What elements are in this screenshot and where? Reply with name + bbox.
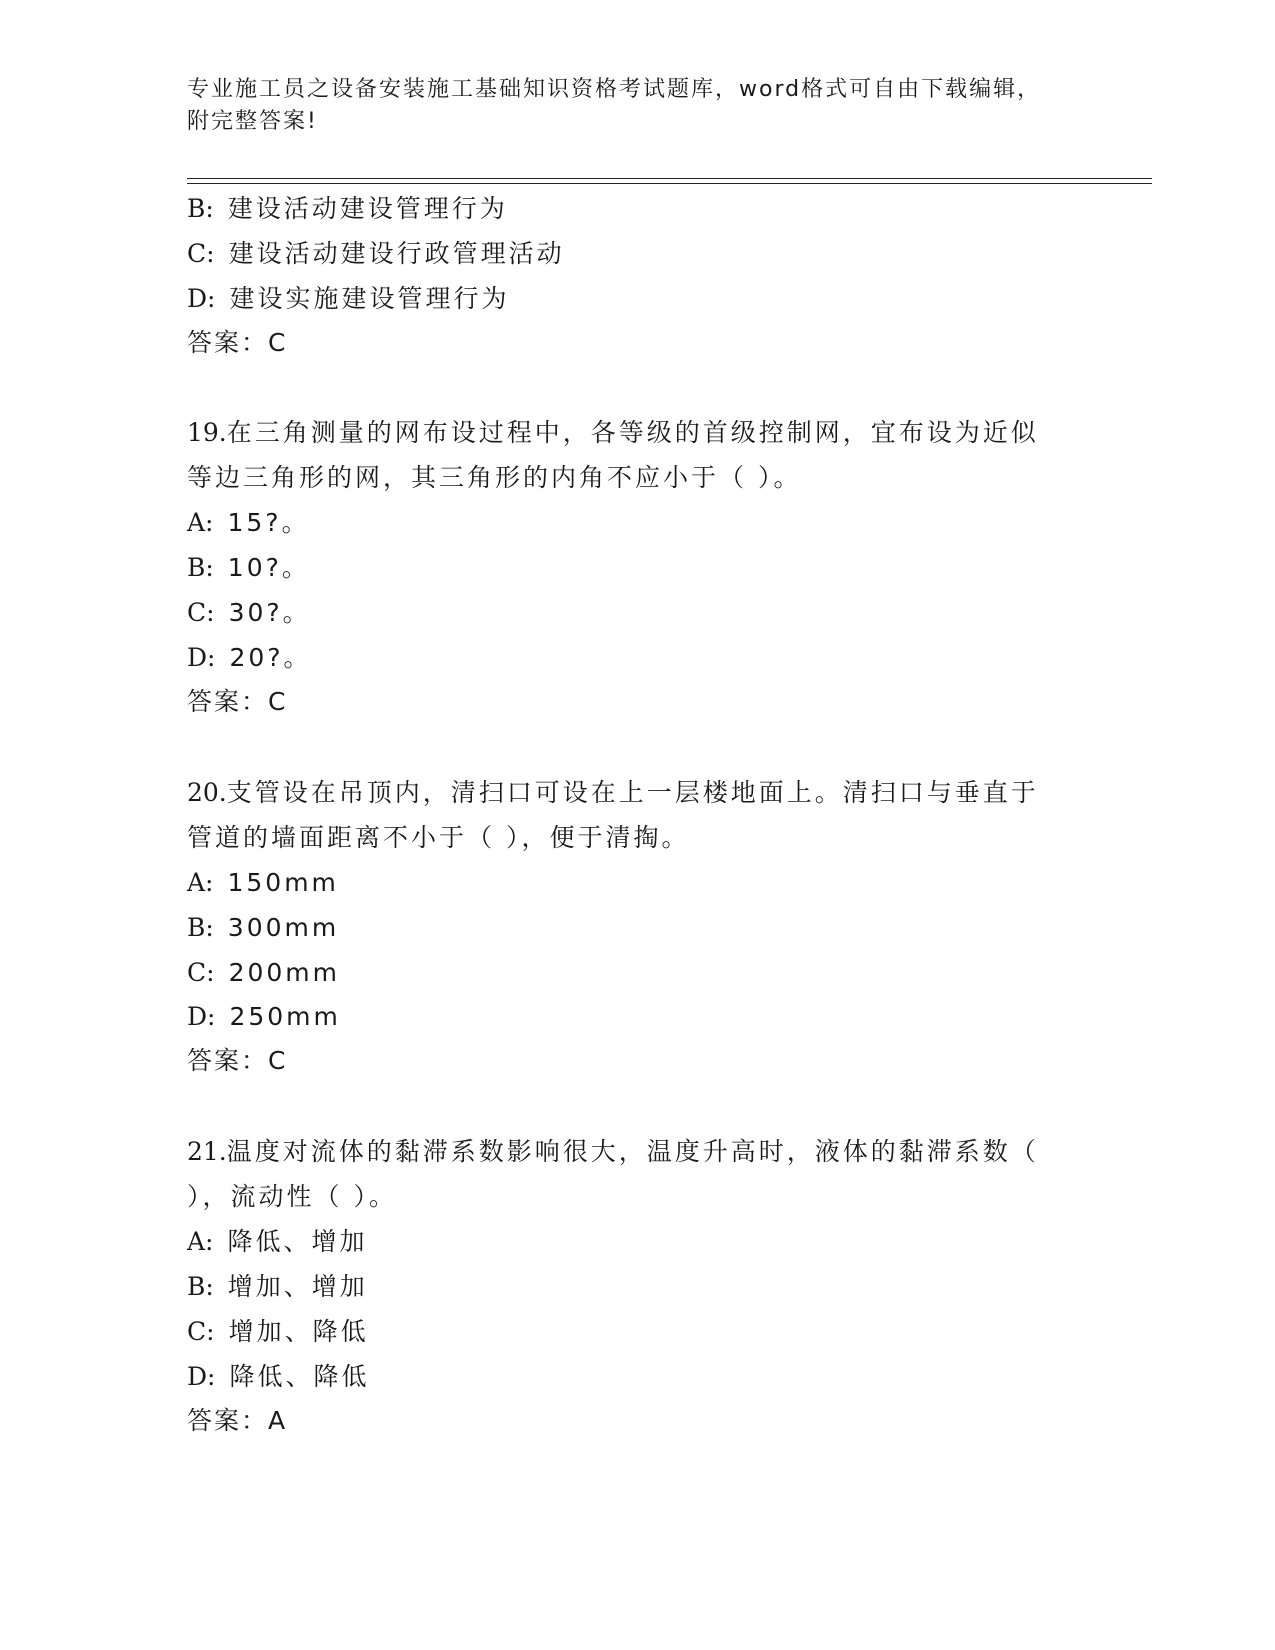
answer-line: 答案：A xyxy=(187,1406,288,1435)
question-20-line-1 xyxy=(187,778,1039,808)
question-20-line-2: 管道的墙面距离不小于（ ），便于清掏。 xyxy=(187,823,690,852)
option-text: 150mm xyxy=(227,868,339,897)
document-header xyxy=(187,74,1087,138)
option-text: 增加、增加 xyxy=(227,1272,368,1301)
option-label: B: xyxy=(187,913,214,942)
answer-line: 答案：C xyxy=(187,328,288,357)
option-c xyxy=(187,1317,369,1347)
question-19-line-2: 等边三角形的网，其三角形的内角不应小于（ ）。 xyxy=(187,463,802,492)
option-c xyxy=(187,239,565,269)
option-label: C: xyxy=(187,239,215,268)
option-label: B: xyxy=(187,1272,214,1301)
option-a xyxy=(187,1227,368,1257)
question-text: 温度对流体的黏滞系数影响很大，温度升高时，液体的黏滞系数（ xyxy=(226,1137,1039,1166)
option-text: 20?。 xyxy=(229,643,312,672)
option-a xyxy=(187,508,310,538)
option-label: D: xyxy=(187,284,216,313)
option-text: 10?。 xyxy=(227,553,310,582)
option-text: 降低、增加 xyxy=(227,1227,368,1256)
option-d xyxy=(187,1002,341,1032)
option-label: D: xyxy=(187,1362,216,1391)
option-a xyxy=(187,868,339,898)
header-line-1: 专业施工员之设备安装施工基础知识资格考试题库，word格式可自由下载编辑， xyxy=(187,77,1042,102)
option-label: D: xyxy=(187,643,216,672)
answer-line: 答案：C xyxy=(187,1046,288,1075)
option-text: 300mm xyxy=(227,913,340,942)
option-b xyxy=(187,1272,368,1302)
option-text: 建设活动建设管理行为 xyxy=(227,194,508,223)
option-d xyxy=(187,643,312,673)
option-label: D: xyxy=(187,1002,216,1031)
option-text: 200mm xyxy=(228,958,340,987)
option-c xyxy=(187,958,340,988)
question-number: 19. xyxy=(187,418,227,447)
option-c xyxy=(187,598,311,628)
option-text: 250mm xyxy=(229,1002,341,1031)
option-text: 建设活动建设行政管理活动 xyxy=(228,239,565,268)
answer-line: 答案：C xyxy=(187,687,288,716)
option-text: 建设实施建设管理行为 xyxy=(229,284,510,313)
header-line-2: 附完整答案! xyxy=(187,109,318,134)
option-d xyxy=(187,284,509,314)
question-21-line-1 xyxy=(187,1137,1039,1167)
question-text: 在三角测量的网布设过程中，各等级的首级控制网，宜布设为近似 xyxy=(226,418,1039,447)
option-label: A: xyxy=(187,508,214,537)
option-label: C: xyxy=(187,1317,215,1346)
option-label: B: xyxy=(187,553,214,582)
option-b xyxy=(187,913,339,943)
question-21-line-2: ），流动性（ ）。 xyxy=(187,1182,397,1211)
option-label: C: xyxy=(187,958,215,987)
question-text: 支管设在吊顶内，清扫口可设在上一层楼地面上。清扫口与垂直于 xyxy=(226,778,1039,807)
option-d xyxy=(187,1362,369,1392)
option-label: C: xyxy=(187,598,215,627)
header-divider-top xyxy=(187,178,1152,179)
option-label: B: xyxy=(187,194,214,223)
option-text: 降低、降低 xyxy=(229,1362,370,1391)
header-divider-bottom xyxy=(187,183,1152,184)
option-b xyxy=(187,553,310,583)
question-number: 21. xyxy=(187,1137,227,1166)
option-text: 增加、降低 xyxy=(228,1317,369,1346)
option-label: A: xyxy=(187,868,214,897)
option-text: 15?。 xyxy=(227,508,310,537)
option-b xyxy=(187,194,508,224)
option-label: A: xyxy=(187,1227,214,1256)
option-text: 30?。 xyxy=(228,598,311,627)
question-19-line-1 xyxy=(187,418,1039,448)
question-number: 20. xyxy=(187,778,227,807)
